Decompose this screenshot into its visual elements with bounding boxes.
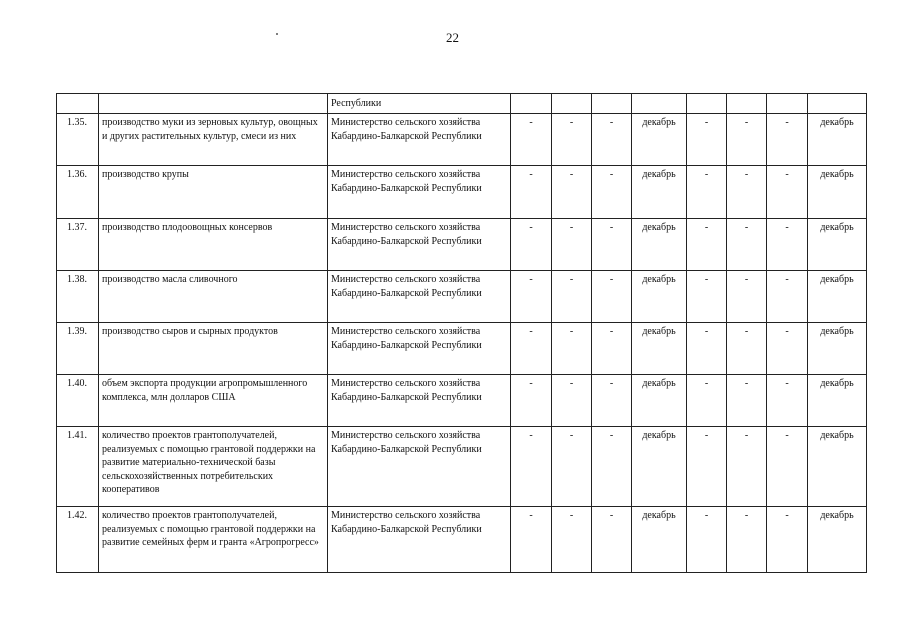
cell-period-3: - xyxy=(592,219,632,271)
cell-number: 1.37. xyxy=(57,219,99,271)
cell-period-6: - xyxy=(727,375,767,427)
cell-indicator: производство крупы xyxy=(99,166,328,219)
cell-period-2: - xyxy=(552,114,592,166)
cell-period-8: декабрь xyxy=(808,219,867,271)
cell-number: 1.42. xyxy=(57,507,99,573)
cell-period-3: - xyxy=(592,166,632,219)
cell-period-8: декабрь xyxy=(808,375,867,427)
cell-period-1: - xyxy=(511,427,552,507)
cell-empty xyxy=(552,94,592,114)
cell-period-2: - xyxy=(552,166,592,219)
cell-period-6: - xyxy=(727,271,767,323)
cell-period-6: - xyxy=(727,166,767,219)
indicators-table xyxy=(56,93,867,573)
table-row xyxy=(57,375,867,427)
cell-period-3: - xyxy=(592,507,632,573)
cell-period-5: - xyxy=(687,375,727,427)
cell-period-1: - xyxy=(511,271,552,323)
table-row xyxy=(57,114,867,166)
cell-empty xyxy=(767,94,808,114)
cell-period-3: - xyxy=(592,271,632,323)
cell-number: 1.39. xyxy=(57,323,99,375)
cell-empty xyxy=(687,94,727,114)
page-number: 22 xyxy=(446,30,459,45)
cell-period-1: - xyxy=(511,323,552,375)
cell-period-1: - xyxy=(511,114,552,166)
cell-empty xyxy=(511,94,552,114)
cell-agency: Республики xyxy=(328,94,511,114)
cell-period-6: - xyxy=(727,507,767,573)
cell-period-6: - xyxy=(727,219,767,271)
cell-indicator: производство масла сливочного xyxy=(99,271,328,323)
cell-period-4: декабрь xyxy=(632,114,687,166)
cell-agency: Министерство сельского хозяйства Кабардино-Балкарской Республики xyxy=(328,114,511,166)
cell-period-1: - xyxy=(511,166,552,219)
cell-period-3: - xyxy=(592,323,632,375)
cell-period-8: декабрь xyxy=(808,323,867,375)
cell-period-4: декабрь xyxy=(632,323,687,375)
table-row xyxy=(57,323,867,375)
cell-indicator xyxy=(99,94,328,114)
cell-period-2: - xyxy=(552,271,592,323)
cell-indicator: количество проектов грантополучателей, реализуемых с помощью грантовой поддержки на развитие материально-технической базы сельскохозяйственных потребительских кооперативов xyxy=(99,427,328,507)
cell-period-8: декабрь xyxy=(808,166,867,219)
cell-period-8: декабрь xyxy=(808,427,867,507)
cell-period-4: декабрь xyxy=(632,219,687,271)
cell-period-6: - xyxy=(727,323,767,375)
cell-empty xyxy=(632,94,687,114)
cell-period-1: - xyxy=(511,507,552,573)
cell-number: 1.41. xyxy=(57,427,99,507)
cell-period-8: декабрь xyxy=(808,271,867,323)
cell-agency: Министерство сельского хозяйства Кабардино-Балкарской Республики xyxy=(328,219,511,271)
cell-period-4: декабрь xyxy=(632,166,687,219)
cell-period-2: - xyxy=(552,375,592,427)
cell-number: 1.35. xyxy=(57,114,99,166)
cell-number: 1.36. xyxy=(57,166,99,219)
cell-period-7: - xyxy=(767,323,808,375)
cell-empty xyxy=(808,94,867,114)
cell-num xyxy=(57,94,99,114)
cell-period-6: - xyxy=(727,114,767,166)
cell-number: 1.38. xyxy=(57,271,99,323)
cell-period-3: - xyxy=(592,375,632,427)
table-row xyxy=(57,271,867,323)
table-body xyxy=(57,94,867,573)
cell-period-5: - xyxy=(687,507,727,573)
cell-period-1: - xyxy=(511,375,552,427)
cell-period-2: - xyxy=(552,507,592,573)
cell-agency: Министерство сельского хозяйства Кабардино-Балкарской Республики xyxy=(328,375,511,427)
continuation-row xyxy=(57,94,867,114)
table-row xyxy=(57,219,867,271)
cell-period-7: - xyxy=(767,375,808,427)
cell-agency: Министерство сельского хозяйства Кабардино-Балкарской Республики xyxy=(328,323,511,375)
cell-agency: Министерство сельского хозяйства Кабардино-Балкарской Республики xyxy=(328,507,511,573)
cell-period-7: - xyxy=(767,507,808,573)
cell-period-2: - xyxy=(552,427,592,507)
cell-period-2: - xyxy=(552,323,592,375)
cell-period-7: - xyxy=(767,427,808,507)
cell-period-8: декабрь xyxy=(808,507,867,573)
cell-number: 1.40. xyxy=(57,375,99,427)
cell-period-3: - xyxy=(592,114,632,166)
cell-period-5: - xyxy=(687,166,727,219)
cell-agency: Министерство сельского хозяйства Кабардино-Балкарской Республики xyxy=(328,271,511,323)
cell-period-6: - xyxy=(727,427,767,507)
cell-period-5: - xyxy=(687,114,727,166)
table-row xyxy=(57,507,867,573)
cell-period-4: декабрь xyxy=(632,271,687,323)
cell-period-5: - xyxy=(687,271,727,323)
cell-indicator: производство муки из зерновых культур, овощных и других растительных культур, смеси из них xyxy=(99,114,328,166)
cell-period-7: - xyxy=(767,114,808,166)
cell-period-3: - xyxy=(592,427,632,507)
table-row xyxy=(57,166,867,219)
cell-period-5: - xyxy=(687,427,727,507)
cell-period-5: - xyxy=(687,323,727,375)
cell-period-1: - xyxy=(511,219,552,271)
scan-dot xyxy=(276,33,278,35)
cell-period-8: декабрь xyxy=(808,114,867,166)
cell-agency: Министерство сельского хозяйства Кабардино-Балкарской Республики xyxy=(328,427,511,507)
cell-period-7: - xyxy=(767,219,808,271)
cell-period-4: декабрь xyxy=(632,507,687,573)
cell-indicator: производство плодоовощных консервов xyxy=(99,219,328,271)
cell-indicator: объем экспорта продукции агропромышленного комплекса, млн долларов США xyxy=(99,375,328,427)
cell-agency: Министерство сельского хозяйства Кабардино-Балкарской Республики xyxy=(328,166,511,219)
cell-indicator: количество проектов грантополучателей, реализуемых с помощью грантовой поддержки на развитие семейных ферм и гранта «Агропрогресс» xyxy=(99,507,328,573)
cell-period-4: декабрь xyxy=(632,375,687,427)
cell-empty xyxy=(592,94,632,114)
cell-period-7: - xyxy=(767,166,808,219)
cell-period-7: - xyxy=(767,271,808,323)
cell-period-5: - xyxy=(687,219,727,271)
cell-indicator: производство сыров и сырных продуктов xyxy=(99,323,328,375)
cell-period-4: декабрь xyxy=(632,427,687,507)
cell-empty xyxy=(727,94,767,114)
cell-period-2: - xyxy=(552,219,592,271)
table-row xyxy=(57,427,867,507)
